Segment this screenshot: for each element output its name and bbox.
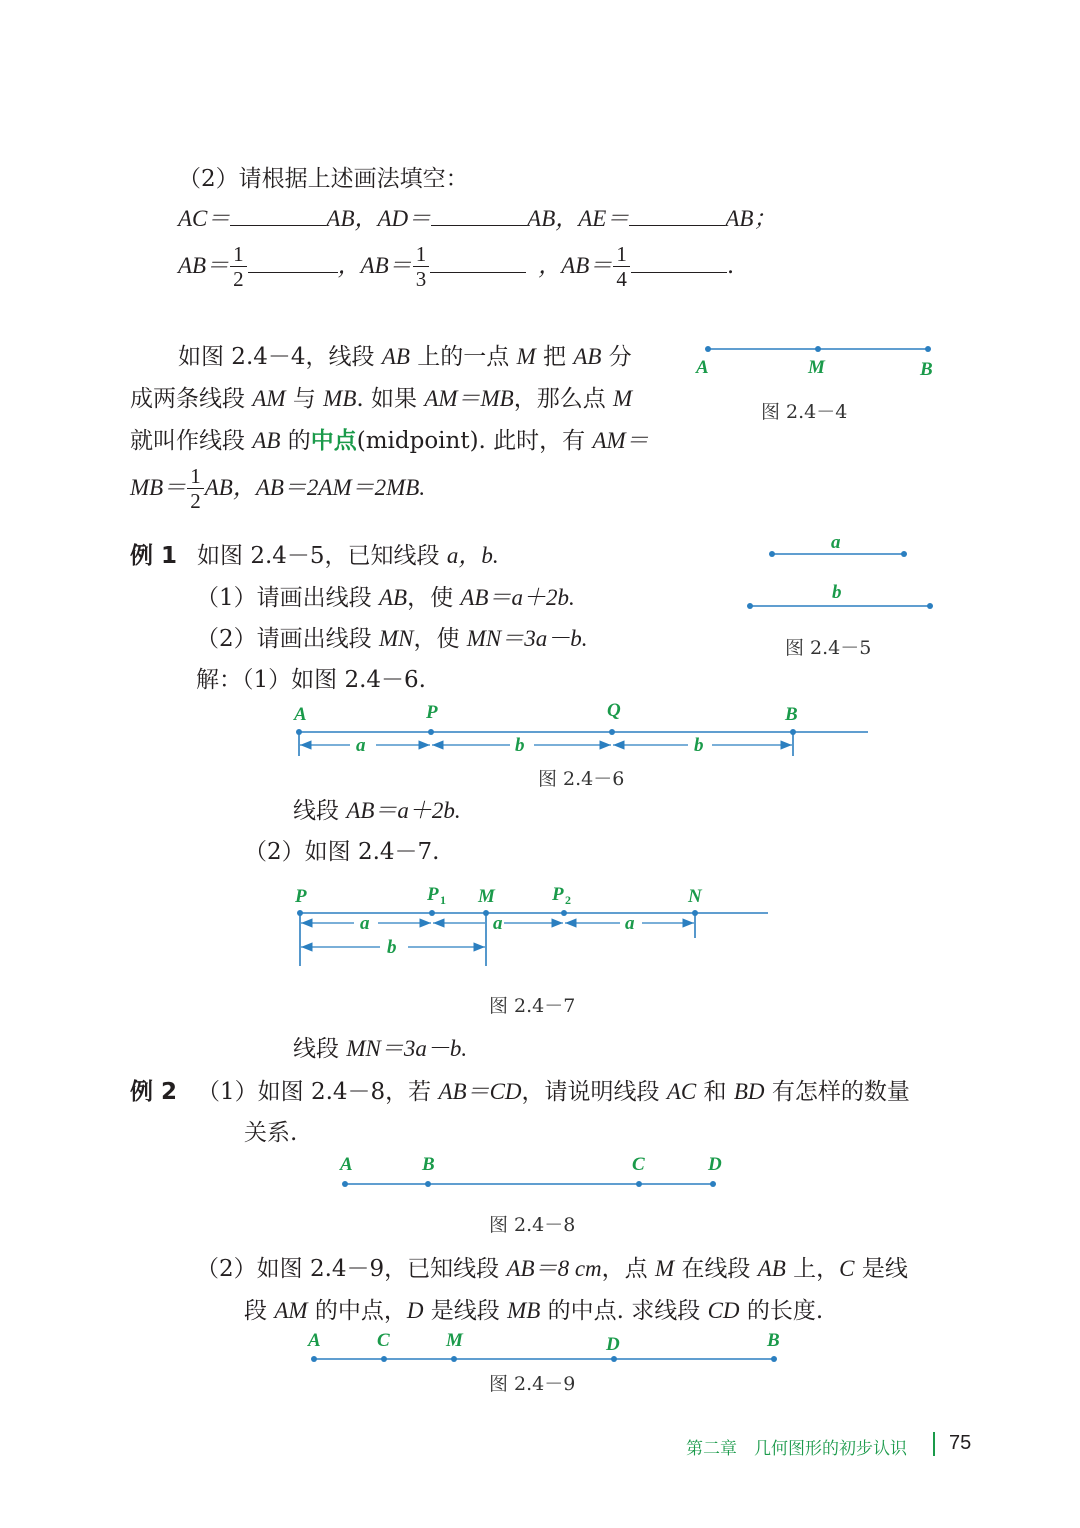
blank-third[interactable]	[430, 252, 526, 273]
fraction-quarter: $\frac{1}{4}$	[613, 244, 630, 290]
seg-label-b-1: b	[515, 735, 525, 756]
label-p1-subscript: 1	[440, 893, 446, 907]
seg-label-b-2: b	[694, 735, 704, 756]
midpoint-line-3: 就叫作线段 AB 的中点(midpoint). 此时，有 AM＝	[130, 427, 649, 454]
figure-caption-2-4-5: 图 2.4－5	[785, 637, 872, 659]
fill-in-heading: （2）请根据上述画法填空：	[178, 166, 469, 192]
example-2-q1-line-1: 例 2 （1）如图 2.4－8，若 AB＝CD，请说明线段 AC 和 BD 有怎样的数量	[130, 1079, 910, 1105]
figure-2-4-4	[690, 335, 950, 385]
figure-caption-2-4-9: 图 2.4－9	[489, 1373, 576, 1395]
label-a: A	[294, 704, 307, 725]
figure-2-4-8	[330, 1150, 730, 1190]
label-n: N	[688, 886, 702, 907]
midpoint-line-4: MB＝ $\frac{1}{2}$ AB，AB＝2AM＝2MB.	[130, 464, 426, 513]
blank-ad[interactable]	[431, 205, 527, 226]
label-d: D	[606, 1334, 620, 1355]
label-a: A	[696, 357, 709, 378]
fraction-half-2: $\frac{1}{2}$	[187, 466, 204, 512]
term-midpoint: 中点	[310, 427, 357, 454]
example-1-label: 例 1	[130, 543, 178, 569]
label-d: D	[708, 1154, 722, 1175]
label-c: C	[632, 1154, 645, 1175]
label-c: C	[377, 1330, 390, 1351]
label-p: P	[426, 702, 438, 723]
figure-2-4-9	[300, 1326, 790, 1366]
label-q: Q	[607, 700, 621, 721]
chapter-title: 第二章 几何图形的初步认识	[686, 1439, 907, 1459]
blank-half[interactable]	[248, 252, 338, 273]
label-p2: P	[552, 884, 564, 905]
example-1-result-2: 线段 MN＝3a－b.	[293, 1036, 468, 1062]
point-a	[705, 346, 711, 352]
label-p2-subscript: 2	[565, 893, 571, 907]
label-b: B	[785, 704, 798, 725]
fill-in-row-2: AB＝ $\frac{1}{2}$ ，AB＝ $\frac{1}{3}$ ，AB＝ $\frac{1}{4}$ .	[178, 242, 735, 291]
seg-label-a-1: a	[360, 913, 370, 934]
figure-2-4-7	[290, 880, 780, 970]
midpoint-line-1: 如图 2.4－4，线段 AB 上的一点 M 把 AB 分	[178, 344, 632, 370]
fraction-half: $\frac{1}{2}$	[230, 244, 247, 290]
example-1-solution-2: （2）如图 2.4－7.	[244, 839, 440, 865]
example-2-q2-line-2: 段 AM 的中点，D 是线段 MB 的中点. 求线段 CD 的长度.	[244, 1298, 824, 1324]
fraction-third: $\frac{1}{3}$	[413, 244, 430, 290]
example-2-label: 例 2	[130, 1079, 178, 1105]
example-1-q2: （2）请画出线段 MN，使 MN＝3a－b.	[196, 626, 588, 652]
figure-2-4-6	[290, 700, 880, 760]
point-m	[815, 346, 821, 352]
point-b	[925, 346, 931, 352]
label-a: a	[831, 532, 841, 553]
blank-ae[interactable]	[629, 205, 725, 226]
example-1-result-1: 线段 AB＝a＋2b.	[293, 798, 461, 824]
seg-label-b: b	[387, 937, 397, 958]
seg-label-a-2: a	[493, 913, 503, 934]
blank-ac[interactable]	[230, 205, 326, 226]
figure-caption-2-4-8: 图 2.4－8	[489, 1214, 576, 1236]
example-2-q2-line-1: （2）如图 2.4－9，已知线段 AB＝8 cm，点 M 在线段 AB 上，C 是线	[196, 1256, 908, 1282]
label-b: B	[422, 1154, 435, 1175]
figure-caption-2-4-7: 图 2.4－7	[489, 995, 576, 1017]
midpoint-line-2: 成两条线段 AM 与 MB. 如果 AM＝MB，那么点 M	[130, 386, 633, 412]
blank-quarter[interactable]	[631, 252, 727, 273]
label-p1: P	[427, 884, 439, 905]
figure-2-4-5	[740, 530, 940, 620]
figure-caption-2-4-6: 图 2.4－6	[538, 768, 625, 790]
page-number: 75	[949, 1432, 972, 1454]
label-m: M	[478, 886, 495, 907]
example-1-q1: （1）请画出线段 AB，使 AB＝a＋2b.	[196, 585, 575, 611]
label-a: A	[308, 1330, 321, 1351]
label-m: M	[446, 1330, 463, 1351]
label-b: B	[920, 359, 933, 380]
seg-label-a: a	[356, 735, 366, 756]
label-b: b	[832, 582, 842, 603]
label-p: P	[295, 886, 307, 907]
example-2-q1-line-2: 关系.	[244, 1120, 298, 1146]
example-1-stem: 例 1 如图 2.4－5，已知线段 a，b.	[130, 543, 499, 569]
seg-label-a-3: a	[625, 913, 635, 934]
footer-divider	[933, 1432, 935, 1456]
label-m: M	[808, 357, 825, 378]
fill-in-row-1: AC＝ AB，AD＝ AB，AE＝ AB；	[178, 206, 777, 231]
label-a: A	[340, 1154, 353, 1175]
example-1-solution-1: 解：（1）如图 2.4－6.	[196, 667, 426, 693]
figure-caption-2-4-4: 图 2.4－4	[761, 401, 848, 423]
label-b: B	[767, 1330, 780, 1351]
